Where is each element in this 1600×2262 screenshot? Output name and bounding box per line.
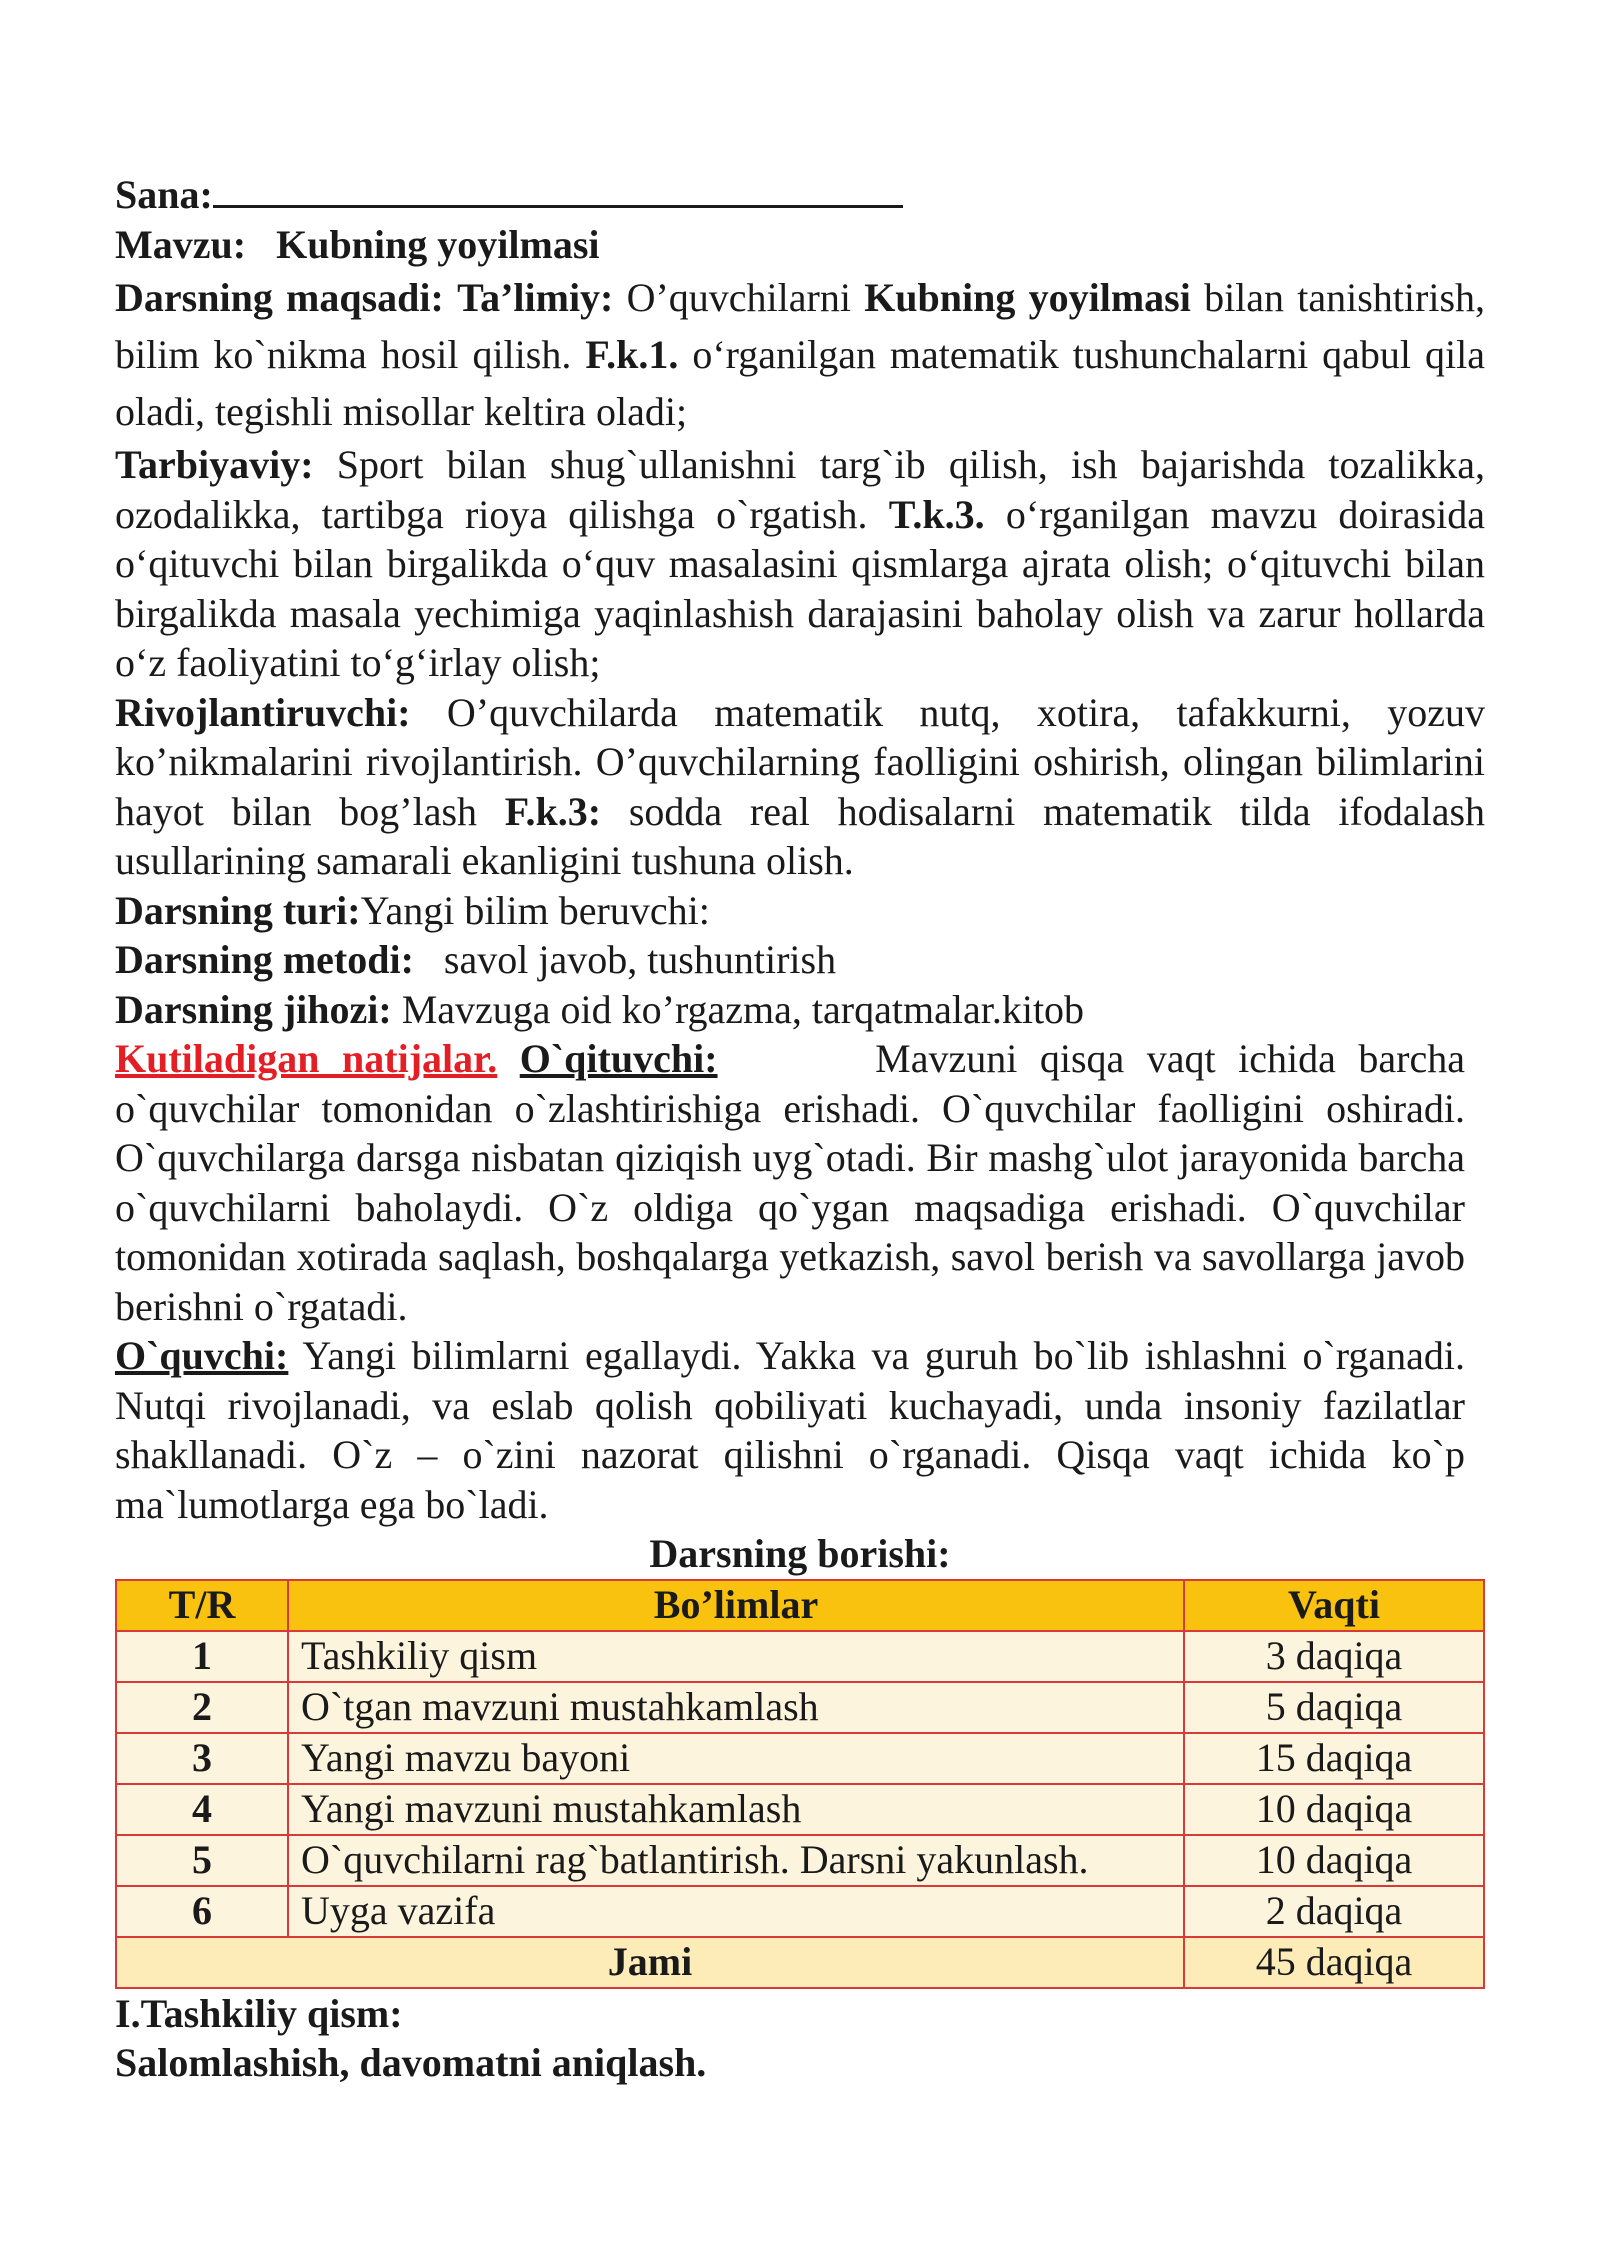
row-duration: 5 daqiqa (1184, 1682, 1484, 1733)
table-row (116, 1631, 1484, 1682)
rivojlantiruvchi-text-2: sodda real hodisalarni matematik tilda ifodalash usullarining samarali ekanligini tushuna olish. (115, 788, 1486, 883)
maqsad-text-1: O’quvchilarni (626, 275, 851, 320)
natijalar-label: Kutiladigan natijalar. (115, 1036, 498, 1081)
jihozi-label: Darsning jihozi: (115, 986, 392, 1032)
table-total-row (116, 1937, 1484, 1988)
tarbiyaviy-text-2: o‘rganilgan mavzu doirasida o‘qituvchi bilan birgalikda o‘quv masalasini qismlarga ajrata olish; o‘qituvchi bilan birgalikda masala yechimiga yaqinlashish darajasini baholay olish va zarur hollarda o‘z faoliyatini to‘g‘irlay olish; (115, 491, 1486, 685)
row-section: O`tgan mavzuni mustahkamlash (288, 1682, 1184, 1733)
table-row (116, 1835, 1484, 1886)
rivojlantiruvchi-paragraph (115, 688, 1485, 886)
row-section: O`quvchilarni rag`batlantirish. Darsni yakunlash. (288, 1835, 1184, 1886)
sana-blank (213, 177, 903, 208)
table-row (116, 1784, 1484, 1835)
mavzu-value: Kubning yoyilmasi (276, 221, 600, 267)
table-header-row (116, 1580, 1484, 1631)
lesson-plan-page (115, 170, 1485, 2088)
maqsad-text-2: bilan tanishtirish, bilim ko`nikma hosil qilish. (115, 275, 1486, 377)
row-number: 2 (116, 1682, 288, 1733)
tk3-code: T.k.3. (888, 491, 985, 537)
section-heading: I.Tashkiliy qism: (115, 1990, 403, 2036)
lesson-schedule-table (115, 1579, 1485, 1989)
oquvchi-text: Yangi bilimlarni egallaydi. Yakka va guruh bo`lib ishlashni o`rganadi. Nutqi rivojlanadi, va eslab qolish qobiliyati kuchayadi, unda insoniy fazilatlar shakllanadi. O`z – o`zini nazorat qilishni o`rganadi. Qisqa vaqt ichida ko`p ma`lumotlarga ega bo`ladi. (115, 1333, 1465, 1527)
metodi-value: savol javob, tushuntirish (443, 937, 837, 982)
row-number: 4 (116, 1784, 288, 1835)
tarbiyaviy-text-1: Sport bilan shug`ullanishni targ`ib qilish, ish bajarishda tozalikka, ozodalikka, tartibga rioya qilishga o`rgatish. (115, 442, 1486, 537)
turi-line (115, 886, 1485, 936)
row-number: 6 (116, 1886, 288, 1937)
mavzu-label: Mavzu: (115, 221, 247, 267)
fk1-code: F.k.1. (585, 332, 679, 377)
table-row (116, 1733, 1484, 1784)
row-section: Yangi mavzu bayoni (288, 1733, 1184, 1784)
row-duration: 2 daqiqa (1184, 1886, 1484, 1937)
mavzu-line (115, 220, 1485, 270)
maqsad-label: Darsning maqsadi: (115, 275, 444, 320)
oqituvchi-text: Mavzuni qisqa vaqt ichida barcha o`quvchilar tomonidan o`zlashtirishiga erishadi. O`quvchilar faolligini oshiradi. O`quvchilarga darsga nisbatan qiziqish uyg`otadi. Bir mashg`ulot jarayonida barcha o`quvchilarni baholaydi. O`z oldiga qo`ygan maqsadiga erishadi. O`quvchilar tomonidan xotirada saqlash, boshqalarga yetkazish, savol berish va savollarga javob berishni o`rgatadi. (115, 1036, 1465, 1329)
turi-label: Darsning turi: (115, 887, 361, 933)
sana-label: Sana: (115, 172, 213, 217)
maqsad-paragraph (115, 269, 1485, 440)
oquvchi-paragraph (115, 1331, 1465, 1529)
maqsad-topic: Kubning yoyilmasi (864, 275, 1191, 320)
borishi-title: Darsning borishi: (649, 1531, 951, 1576)
row-duration: 10 daqiqa (1184, 1835, 1484, 1886)
row-number: 5 (116, 1835, 288, 1886)
row-number: 1 (116, 1631, 288, 1682)
total-value: 45 daqiqa (1184, 1937, 1484, 1988)
rivojlantiruvchi-label: Rivojlantiruvchi: (115, 689, 411, 735)
talimiy-label: Ta’limiy: (457, 275, 614, 320)
row-section: Tashkiliy qism (288, 1631, 1184, 1682)
row-number: 3 (116, 1733, 288, 1784)
row-duration: 3 daqiqa (1184, 1631, 1484, 1682)
metodi-line (115, 935, 1485, 985)
row-duration: 10 daqiqa (1184, 1784, 1484, 1835)
metodi-label: Darsning metodi: (115, 937, 414, 982)
header-bolimlar: Bo’limlar (288, 1580, 1184, 1631)
oqituvchi-paragraph (115, 1034, 1465, 1331)
fk3-code: F.k.3: (504, 788, 602, 834)
tarbiyaviy-paragraph (115, 440, 1485, 688)
sana-line (115, 170, 1485, 220)
table-row (116, 1682, 1484, 1733)
oquvchi-label: O`quvchi: (115, 1333, 289, 1378)
total-label: Jami (116, 1937, 1184, 1988)
oqituvchi-label: O`qituvchi: (519, 1036, 718, 1081)
row-section: Uyga vazifa (288, 1886, 1184, 1937)
table-row (116, 1886, 1484, 1937)
header-vaqti: Vaqti (1184, 1580, 1484, 1631)
turi-value: Yangi bilim beruvchi: (360, 887, 710, 933)
maqsad-text-3: o‘rganilgan matematik tushunchalarni qabul qila oladi, tegishli misollar keltira oladi; (115, 332, 1485, 434)
jihozi-line (115, 985, 1485, 1035)
row-section: Yangi mavzuni mustahkamlash (288, 1784, 1184, 1835)
section-text: Salomlashish, davomatni aniqlash. (115, 2040, 707, 2085)
row-duration: 15 daqiqa (1184, 1733, 1484, 1784)
rivojlantiruvchi-text-1: O’quvchilarda matematik nutq, xotira, tafakkurni, yozuv ko’nikmalarini rivojlantirish. O’quvchilarning faolligini oshirish, olingan bilimlarini hayot bilan bog’lash (115, 689, 1485, 834)
tarbiyaviy-label: Tarbiyaviy: (115, 442, 314, 487)
jihozi-value: Mavzuga oid ko’rgazma, tarqatmalar.kitob (401, 986, 1085, 1032)
header-tr: T/R (116, 1580, 288, 1631)
